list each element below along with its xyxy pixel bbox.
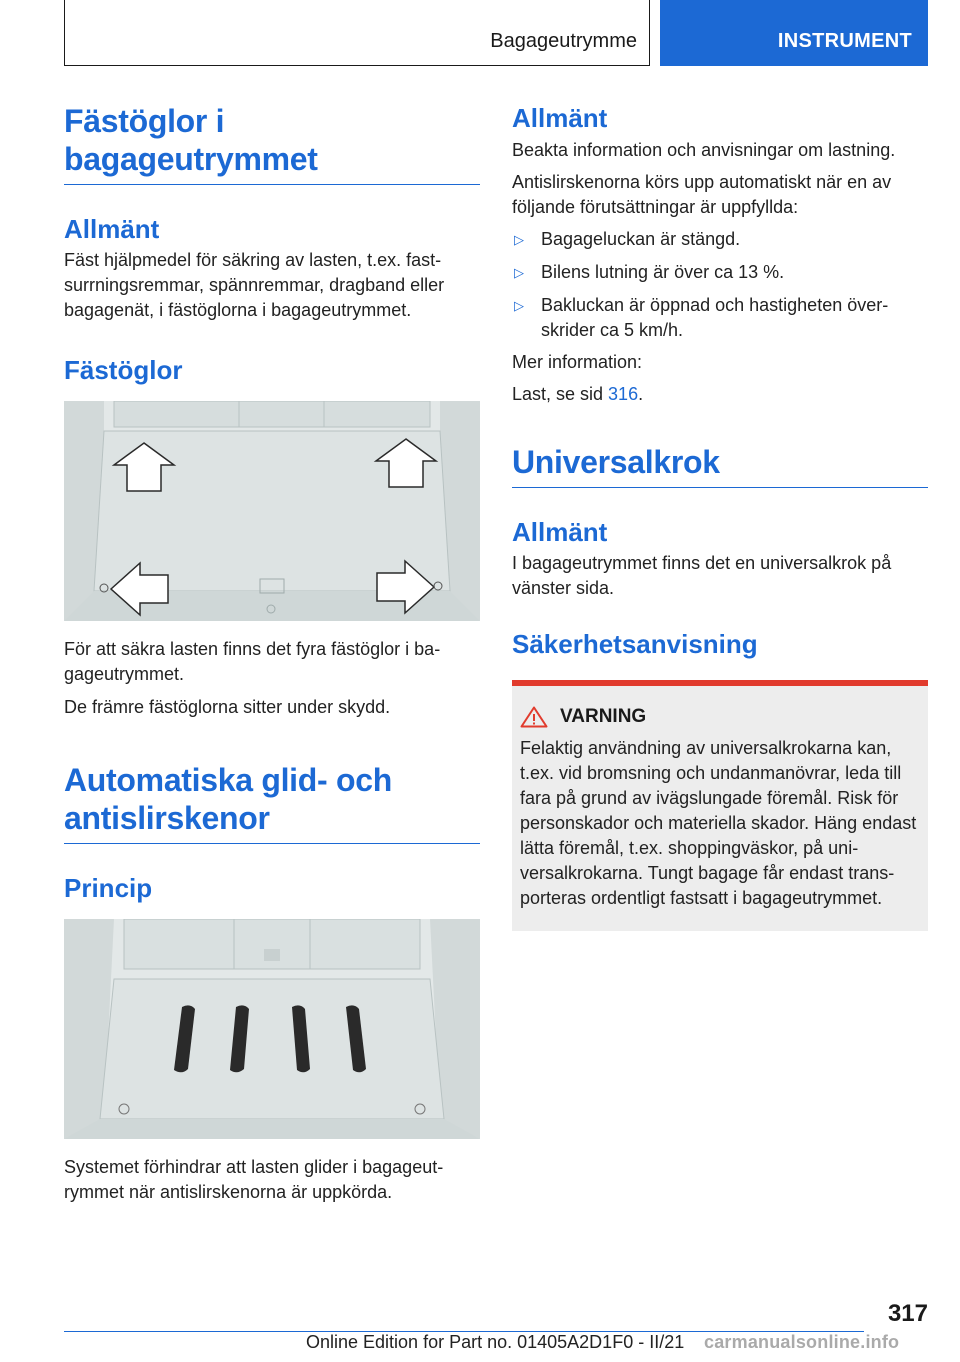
- image-cargo-tie-down-eyes: [64, 401, 480, 621]
- warning-header: [520, 706, 920, 728]
- title-fastoglor: Fästöglor i bagageutrymmet: [64, 102, 480, 185]
- text-conditions: Antislirskenorna körs upp automatiskt när en av följande förutsättningar är uppfyllda:: [512, 172, 892, 217]
- title-antislir: Automatiska glid- och antislirskenor: [64, 761, 480, 844]
- text-system: Systemet förhindrar att lasten glider i bagageutrymmet när antislirskenorna är uppkörda.: [64, 1157, 444, 1202]
- heading-allmant-left: Allmänt: [64, 214, 160, 244]
- text-reference: Last, se sid 316.: [512, 384, 644, 404]
- header-section-label: Bagageutrymme: [490, 30, 637, 52]
- heading-allmant-hook: Allmänt: [512, 517, 608, 547]
- heading-fastoglor: Fästöglor: [64, 355, 183, 385]
- bullet-triangle-icon: ▷: [514, 298, 524, 313]
- title-universalkrok: Universalkrok: [512, 443, 928, 488]
- right-column: [512, 102, 928, 931]
- conditions-list: [512, 227, 928, 343]
- heading-safety: Säkerhetsanvisning: [512, 629, 758, 659]
- warning-label: VARNING: [560, 706, 647, 727]
- bullet-triangle-icon: ▷: [514, 232, 524, 247]
- header-chapter-tab: [660, 0, 928, 66]
- text-allmant-left: Fäst hjälpmedel för säkring av lasten, t.ex. fastsurrningsremmar, spännremmar, dragband eller bagagenät, i fästöglorna i bagageutrymmet.: [64, 250, 445, 320]
- warning-box: [512, 680, 928, 931]
- heading-princip: Princip: [64, 873, 153, 903]
- warning-triangle-icon: [520, 706, 548, 728]
- footer-watermark: carmanualsonline.info: [704, 1332, 900, 1352]
- list-item: ▷ Bilens lutning är över ca 13 %.: [512, 260, 928, 285]
- left-column: [64, 102, 480, 1205]
- page-header: [64, 0, 928, 66]
- bullet-triangle-icon: ▷: [514, 265, 524, 280]
- page-link[interactable]: 316: [608, 384, 639, 404]
- text-loading-info: Beakta information och anvisningar om lastning.: [512, 140, 896, 160]
- footer-edition: Online Edition for Part no. 01405A2D1F0 - II/21: [306, 1332, 685, 1352]
- text-front-eyes: De främre fästöglorna sitter under skydd.: [64, 697, 391, 717]
- image-anti-slip-rails: [64, 919, 480, 1139]
- warning-text: Felaktig användning av universalkrokarna kan, t.ex. vid bromsning och undanmanövrar, leda till fara på grund av ivägslungade föremål. Risk för personskador och materiella skador. Häng endast lätta föremål, t.ex. shoppingväskor, på universalkrokarna. Tungt bagage får endast transporteras ordentligt fastsatt i bagageutrymmet.: [520, 738, 917, 908]
- heading-allmant-right: Allmänt: [512, 103, 608, 133]
- text-four-eyes: För att säkra lasten finns det fyra fästöglor i bagageutrymmet.: [64, 639, 441, 684]
- list-item: ▷ Bakluckan är öppnad och hastigheten överskrider ca 5 km/h.: [514, 295, 889, 340]
- list-item: ▷ Bagageluckan är stängd.: [512, 227, 928, 252]
- text-hook: I bagageutrymmet finns det en universalkrok på vänster sida.: [512, 553, 892, 598]
- page-number: 317: [887, 1300, 928, 1327]
- header-section-tab: [64, 0, 650, 66]
- text-more-info: Mer information:: [512, 352, 643, 372]
- header-chapter-label: INSTRUMENT: [777, 30, 912, 52]
